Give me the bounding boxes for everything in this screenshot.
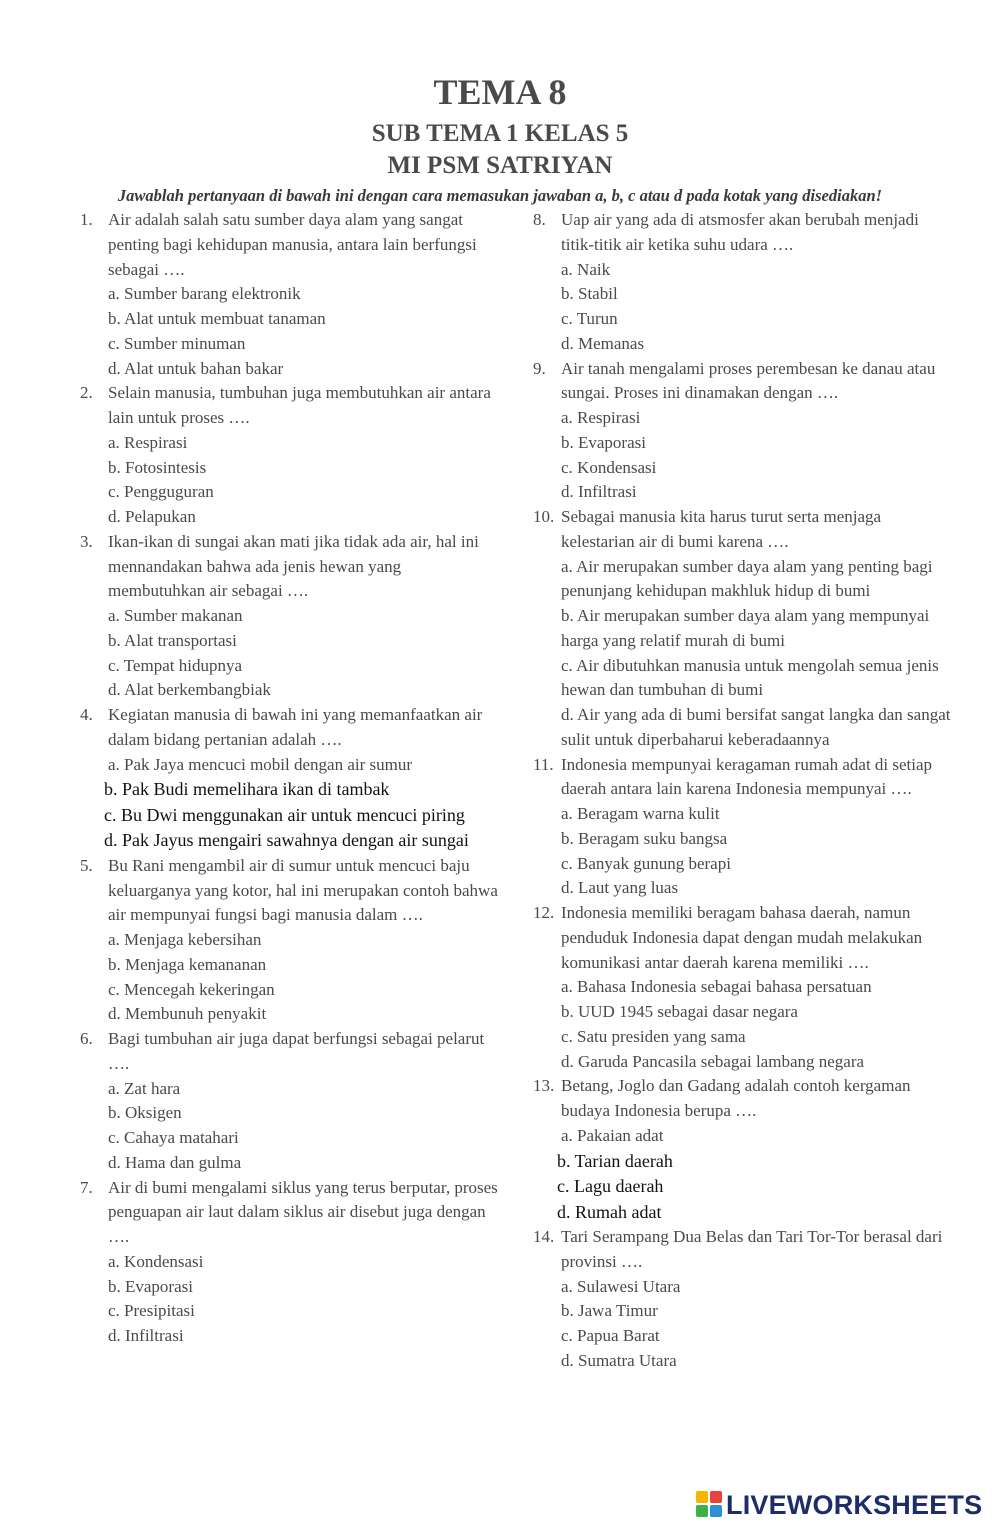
question-number: 1. — [80, 210, 93, 229]
question-item — [80, 1176, 500, 1250]
question-text: Kegiatan manusia di bawah ini yang memanfaatkan air dalam bidang pertanian adalah …. — [108, 705, 483, 749]
answer-option: b. Stabil — [561, 284, 618, 304]
answer-option: c. Turun — [561, 309, 618, 328]
worksheet-header — [0, 70, 1000, 182]
question-number: 9. — [533, 358, 546, 378]
answer-option: d. Alat untuk bahan bakar — [108, 358, 284, 378]
answer-option: b. Alat untuk membuat tanaman — [108, 309, 326, 328]
question-number: 10. — [533, 507, 555, 526]
answer-option: b. Evaporasi — [561, 432, 646, 452]
question-number: 8. — [533, 210, 546, 229]
question-item — [80, 381, 500, 431]
answer-option: b. Tarian daerah — [557, 1150, 673, 1171]
answer-option: a. Beragam warna kulit — [561, 804, 720, 823]
answer-option: c. Pengguguran — [108, 482, 214, 502]
question-item — [80, 530, 500, 604]
answer-option: c. Sumber minuman — [108, 333, 246, 353]
question-item — [533, 1074, 953, 1124]
answer-option: d. Memanas — [561, 333, 645, 353]
answer-option: d. Infiltrasi — [108, 1326, 184, 1345]
answer-option: c. Lagu daerah — [557, 1176, 664, 1196]
question-text: Air adalah salah satu sumber daya alam yang sangat penting bagi kehidupan manusia, antara lain berfungsi sebagai …. — [108, 210, 477, 279]
answer-option: c. Bu Dwi menggunakan air untuk mencuci piring — [104, 804, 465, 825]
question-item — [80, 703, 500, 753]
answer-option: a. Respirasi — [108, 432, 188, 452]
question-text: Bu Rani mengambil air di sumur untuk mencuci baju keluarganya yang kotor, hal ini merupakan contoh bahwa air mempunyai fungsi bagi manusia dalam …. — [108, 855, 498, 925]
question-text: Uap air yang ada di atsmosfer akan berubah menjadi titik-titik air ketika suhu udara …. — [561, 210, 919, 254]
answer-option: d. Air yang ada di bumi bersifat sangat langka dan sangat sulit untuk diperbaharui keberadaannya — [561, 705, 951, 749]
answer-option: d. Laut yang luas — [561, 878, 679, 898]
answer-option: a. Respirasi — [561, 408, 641, 427]
question-item — [80, 854, 500, 928]
answer-option: c. Presipitasi — [108, 1301, 195, 1321]
answer-option: b. Fotosintesis — [108, 457, 207, 477]
question-item — [80, 208, 500, 282]
answer-option: c. Air dibutuhkan manusia untuk mengolah semua jenis hewan dan tumbuhan di bumi — [561, 655, 939, 700]
page-subtitle: SUB TEMA 1 KELAS 5 — [371, 120, 629, 147]
answer-option: c. Kondensasi — [561, 457, 657, 477]
question-text: Indonesia mempunyai keragaman rumah adat di setiap daerah antara lain karena Indonesia mempunyai …. — [561, 754, 933, 799]
question-text: Selain manusia, tumbuhan juga membutuhkan air antara lain untuk proses …. — [108, 383, 491, 427]
answer-option: d. Garuda Pancasila sebagai lambang negara — [561, 1051, 865, 1071]
school-name: MI PSM SATRIYAN — [387, 152, 613, 179]
questions-left-column — [80, 208, 500, 1349]
question-text: Indonesia memiliki beragam bahasa daerah, namun penduduk Indonesia dapat dengan mudah melakukan komunikasi antar daerah karena memiliki …. — [561, 903, 923, 972]
answer-option: d. Infiltrasi — [561, 482, 637, 502]
answer-option: d. Rumah adat — [557, 1201, 662, 1222]
answer-option: d. Hama dan gulma — [108, 1152, 242, 1172]
answer-option: d. Membunuh penyakit — [108, 1004, 267, 1024]
question-item — [533, 505, 953, 555]
answer-option: b. UUD 1945 sebagai dasar negara — [561, 1002, 798, 1021]
answer-option: a. Zat hara — [108, 1078, 181, 1098]
question-number: 4. — [80, 705, 93, 724]
question-number: 3. — [80, 531, 93, 551]
question-number: 14. — [533, 1227, 555, 1246]
answer-option: a. Air merupakan sumber daya alam yang penting bagi penunjang kehidupan makhluk hidup di bumi — [561, 556, 933, 601]
question-text: Betang, Joglo dan Gadang adalah contoh kergaman budaya Indonesia berupa …. — [561, 1076, 911, 1120]
liveworksheets-logo[interactable] — [696, 1488, 982, 1522]
answer-option: b. Alat transportasi — [108, 630, 237, 650]
questions-right-column — [533, 208, 953, 1374]
logo-blocks-icon — [696, 1491, 724, 1519]
answer-option: c. Mencegah kekeringan — [108, 979, 275, 999]
answer-option: d. Sumatra Utara — [561, 1350, 677, 1370]
answer-option: a. Pakaian adat — [561, 1125, 664, 1145]
question-text: Tari Serampang Dua Belas dan Tari Tor-Tor berasal dari provinsi …. — [561, 1227, 943, 1271]
question-item — [533, 901, 953, 975]
question-text: Ikan-ikan di sungai akan mati jika tidak ada air, hal ini mennandakan bahwa ada jenis hewan yang membutuhkan air sebagai …. — [108, 531, 479, 601]
answer-option: c. Tempat hidupnya — [108, 655, 242, 675]
question-number: 11. — [533, 754, 554, 774]
answer-option: b. Menjaga kemananan — [108, 954, 267, 974]
question-item — [533, 1225, 953, 1275]
answer-option: b. Pak Budi memelihara ikan di tambak — [104, 779, 390, 800]
answer-option: d. Alat berkembangbiak — [108, 680, 271, 700]
question-item — [80, 1027, 500, 1077]
question-text: Air di bumi mengalami siklus yang terus berputar, proses penguapan air laut dalam siklus air disebut juga dengan …. — [108, 1177, 498, 1246]
answer-option: c. Cahaya matahari — [108, 1128, 239, 1147]
question-text: Air tanah mengalami proses perembesan ke danau atau sungai. Proses ini dinamakan dengan …. — [561, 358, 936, 403]
question-item — [533, 753, 953, 803]
question-text: Bagi tumbuhan air juga dapat berfungsi sebagai pelarut …. — [108, 1029, 485, 1073]
answer-option: c. Papua Barat — [561, 1326, 660, 1345]
question-number: 5. — [80, 855, 93, 875]
answer-option: b. Air merupakan sumber daya alam yang mempunyai harga yang relatif murah di bumi — [561, 606, 930, 650]
answer-option: a. Sumber barang elektronik — [108, 284, 301, 304]
answer-option: b. Jawa Timur — [561, 1301, 658, 1321]
answer-option: b. Evaporasi — [108, 1276, 193, 1296]
question-number: 6. — [80, 1029, 93, 1048]
logo-text: LIVEWORKSHEETS — [726, 1489, 983, 1520]
answer-option: b. Oksigen — [108, 1103, 182, 1123]
page-title: TEMA 8 — [433, 72, 567, 112]
answer-option: a. Menjaga kebersihan — [108, 930, 262, 949]
instruction-text: Jawablah pertanyaan di bawah ini dengan cara memasukan jawaban a, b, c atau d pada kotak yang disediakan! — [117, 186, 883, 205]
answer-option: a. Pak Jaya mencuci mobil dengan air sumur — [108, 754, 413, 774]
question-number: 12. — [533, 903, 555, 922]
answer-option: a. Naik — [561, 259, 611, 279]
answer-option: c. Banyak gunung berapi — [561, 853, 731, 873]
question-number: 2. — [80, 383, 93, 403]
answer-option: d. Pelapukan — [108, 507, 196, 526]
question-text: Sebagai manusia kita harus turut serta menjaga kelestarian air di bumi karena …. — [561, 507, 882, 551]
answer-option: d. Pak Jayus mengairi sawahnya dengan air sungai — [104, 830, 469, 851]
answer-option: a. Sulawesi Utara — [561, 1276, 681, 1296]
answer-option: b. Beragam suku bangsa — [561, 828, 728, 848]
answer-option: a. Kondensasi — [108, 1251, 204, 1271]
question-number: 13. — [533, 1076, 555, 1096]
answer-option: a. Bahasa Indonesia sebagai bahasa persatuan — [561, 977, 872, 997]
answer-option: c. Satu presiden yang sama — [561, 1026, 746, 1046]
question-number: 7. — [80, 1177, 93, 1197]
question-item — [533, 357, 953, 407]
answer-option: a. Sumber makanan — [108, 606, 243, 625]
question-item — [533, 208, 953, 258]
